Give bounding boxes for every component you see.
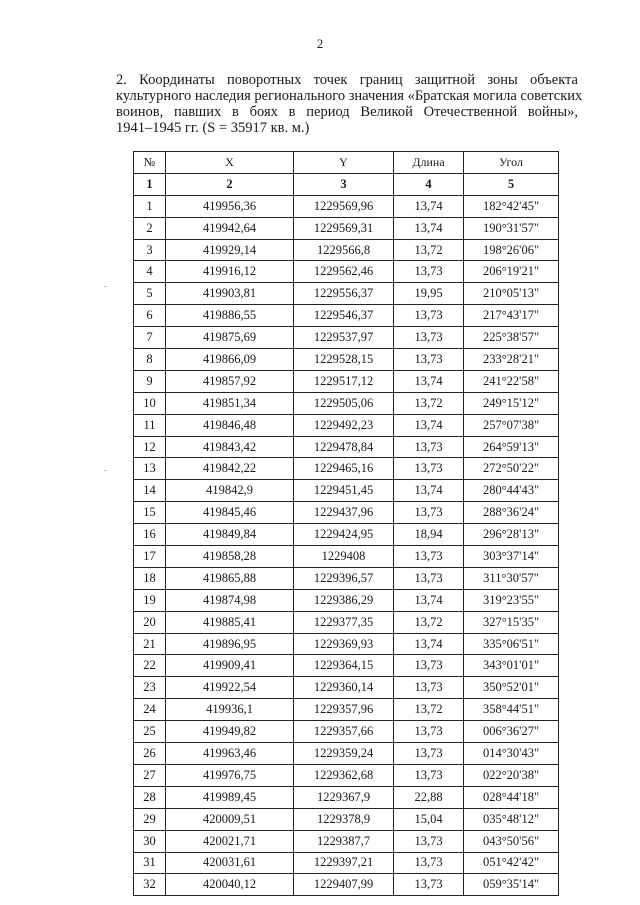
- cell-x: 419845,46: [166, 502, 294, 524]
- table-row: [134, 305, 559, 327]
- cell-y: 1229357,96: [294, 699, 394, 721]
- heading-line: 2. Координаты поворотных точек границ защитной зоны объекта: [116, 72, 578, 88]
- table-row: [134, 852, 559, 874]
- cell-x: 419875,69: [166, 327, 294, 349]
- cell-y: 1229367,9: [294, 786, 394, 808]
- cell-length: 13,73: [394, 502, 464, 524]
- table-row: [134, 589, 559, 611]
- cell-number: 22: [134, 655, 166, 677]
- cell-x: 419903,81: [166, 283, 294, 305]
- cell-x: 419846,48: [166, 414, 294, 436]
- table-row: [134, 786, 559, 808]
- cell-y: 1229397,21: [294, 852, 394, 874]
- cell-angle: 288°36'24": [464, 502, 559, 524]
- cell-y: 1229396,57: [294, 567, 394, 589]
- cell-number: 14: [134, 480, 166, 502]
- cell-length: 13,72: [394, 239, 464, 261]
- cell-number: 16: [134, 524, 166, 546]
- cell-y: 1229562,46: [294, 261, 394, 283]
- cell-length: 13,73: [394, 436, 464, 458]
- cell-number: 7: [134, 327, 166, 349]
- cell-length: 13,73: [394, 655, 464, 677]
- cell-x: 419956,36: [166, 195, 294, 217]
- cell-number: 31: [134, 852, 166, 874]
- cell-angle: 343°01'01": [464, 655, 559, 677]
- column-header-number: №: [134, 152, 166, 174]
- heading-line: 1941–1945 гг. (S = 35917 кв. м.): [116, 120, 310, 136]
- cell-number: 6: [134, 305, 166, 327]
- cell-angle: 327°15'35": [464, 611, 559, 633]
- cell-y: 1229364,15: [294, 655, 394, 677]
- cell-number: 24: [134, 699, 166, 721]
- table-row: [134, 655, 559, 677]
- cell-angle: 241°22'58": [464, 370, 559, 392]
- page-number: 2: [316, 36, 324, 51]
- cell-x: 419842,9: [166, 480, 294, 502]
- cell-angle: 059°35'14": [464, 874, 559, 896]
- cell-length: 13,73: [394, 567, 464, 589]
- cell-x: 420040,12: [166, 874, 294, 896]
- table-row: [134, 239, 559, 261]
- table-row: [134, 217, 559, 239]
- cell-y: 1229378,9: [294, 808, 394, 830]
- cell-number: 13: [134, 458, 166, 480]
- table-row: [134, 327, 559, 349]
- cell-length: 13,73: [394, 458, 464, 480]
- cell-y: 1229537,97: [294, 327, 394, 349]
- table-row: [134, 349, 559, 371]
- cell-angle: 035°48'12": [464, 808, 559, 830]
- table-row: [134, 830, 559, 852]
- cell-y: 1229362,68: [294, 764, 394, 786]
- table-row: [134, 546, 559, 568]
- cell-length: 13,74: [394, 589, 464, 611]
- cell-length: 19,95: [394, 283, 464, 305]
- cell-number: 15: [134, 502, 166, 524]
- cell-angle: 358°44'51": [464, 699, 559, 721]
- cell-length: 13,73: [394, 327, 464, 349]
- cell-x: 419916,12: [166, 261, 294, 283]
- cell-y: 1229377,35: [294, 611, 394, 633]
- table-row: [134, 764, 559, 786]
- table-row: [134, 633, 559, 655]
- cell-x: 419909,41: [166, 655, 294, 677]
- cell-number: 11: [134, 414, 166, 436]
- cell-angle: 014°30'43": [464, 743, 559, 765]
- cell-angle: 233°28'21": [464, 349, 559, 371]
- column-number: 4: [394, 173, 464, 195]
- table-row: [134, 699, 559, 721]
- cell-number: 19: [134, 589, 166, 611]
- scan-mark: [104, 286, 107, 287]
- table-row: [134, 283, 559, 305]
- column-header-length: Длина: [394, 152, 464, 174]
- cell-number: 28: [134, 786, 166, 808]
- cell-x: 419874,98: [166, 589, 294, 611]
- cell-length: 13,73: [394, 764, 464, 786]
- cell-y: 1229528,15: [294, 349, 394, 371]
- cell-x: 419936,1: [166, 699, 294, 721]
- cell-x: 419976,75: [166, 764, 294, 786]
- cell-x: 419866,09: [166, 349, 294, 371]
- coordinates-table: [133, 151, 559, 896]
- document-heading: [116, 72, 583, 136]
- cell-angle: 303°37'14": [464, 546, 559, 568]
- cell-y: 1229451,45: [294, 480, 394, 502]
- cell-number: 23: [134, 677, 166, 699]
- cell-y: 1229437,96: [294, 502, 394, 524]
- cell-y: 1229387,7: [294, 830, 394, 852]
- cell-length: 18,94: [394, 524, 464, 546]
- cell-length: 13,73: [394, 349, 464, 371]
- cell-x: 419929,14: [166, 239, 294, 261]
- cell-number: 9: [134, 370, 166, 392]
- cell-number: 20: [134, 611, 166, 633]
- cell-angle: 022°20'38": [464, 764, 559, 786]
- cell-length: 22,88: [394, 786, 464, 808]
- heading-line: культурного наследия регионального значения «Братская могила советских: [116, 88, 583, 104]
- cell-length: 15,04: [394, 808, 464, 830]
- table-row: [134, 524, 559, 546]
- cell-length: 13,73: [394, 830, 464, 852]
- cell-y: 1229386,29: [294, 589, 394, 611]
- cell-angle: 335°06'51": [464, 633, 559, 655]
- cell-x: 419842,22: [166, 458, 294, 480]
- cell-x: 419851,34: [166, 392, 294, 414]
- column-header-angle: Угол: [464, 152, 559, 174]
- column-number: 5: [464, 173, 559, 195]
- cell-angle: 257°07'38": [464, 414, 559, 436]
- cell-y: 1229360,14: [294, 677, 394, 699]
- cell-length: 13,74: [394, 370, 464, 392]
- table-row: [134, 458, 559, 480]
- cell-x: 419865,88: [166, 567, 294, 589]
- cell-angle: 249°15'12": [464, 392, 559, 414]
- cell-angle: 206°19'21": [464, 261, 559, 283]
- table-row: [134, 195, 559, 217]
- cell-length: 13,72: [394, 611, 464, 633]
- cell-x: 419886,55: [166, 305, 294, 327]
- cell-angle: 028°44'18": [464, 786, 559, 808]
- cell-angle: 051°42'42": [464, 852, 559, 874]
- cell-y: 1229566,8: [294, 239, 394, 261]
- table-row: [134, 370, 559, 392]
- cell-angle: 264°59'13": [464, 436, 559, 458]
- cell-angle: 190°31'57": [464, 217, 559, 239]
- table-row: [134, 480, 559, 502]
- cell-x: 419942,64: [166, 217, 294, 239]
- cell-number: 26: [134, 743, 166, 765]
- cell-x: 419843,42: [166, 436, 294, 458]
- cell-number: 17: [134, 546, 166, 568]
- cell-number: 12: [134, 436, 166, 458]
- cell-angle: 225°38'57": [464, 327, 559, 349]
- cell-number: 10: [134, 392, 166, 414]
- column-header-y: Y: [294, 152, 394, 174]
- cell-y: 1229407,99: [294, 874, 394, 896]
- cell-angle: 280°44'43": [464, 480, 559, 502]
- table-row: [134, 874, 559, 896]
- table-row: [134, 743, 559, 765]
- table-row: [134, 567, 559, 589]
- cell-length: 13,74: [394, 195, 464, 217]
- cell-y: 1229492,23: [294, 414, 394, 436]
- table-header-row: [134, 152, 559, 174]
- cell-number: 30: [134, 830, 166, 852]
- cell-length: 13,73: [394, 305, 464, 327]
- table-row: [134, 436, 559, 458]
- cell-number: 27: [134, 764, 166, 786]
- cell-y: 1229357,66: [294, 721, 394, 743]
- table-row: [134, 261, 559, 283]
- cell-number: 21: [134, 633, 166, 655]
- cell-x: 420021,71: [166, 830, 294, 852]
- cell-number: 1: [134, 195, 166, 217]
- cell-number: 25: [134, 721, 166, 743]
- cell-x: 419896,95: [166, 633, 294, 655]
- cell-y: 1229505,06: [294, 392, 394, 414]
- cell-y: 1229369,93: [294, 633, 394, 655]
- cell-y: 1229569,31: [294, 217, 394, 239]
- cell-x: 419922,54: [166, 677, 294, 699]
- cell-number: 5: [134, 283, 166, 305]
- table-row: [134, 808, 559, 830]
- cell-length: 13,73: [394, 677, 464, 699]
- column-number: 3: [294, 173, 394, 195]
- column-number-row: [134, 173, 559, 195]
- cell-angle: 006°36'27": [464, 721, 559, 743]
- column-number: 1: [134, 173, 166, 195]
- cell-y: 1229424,95: [294, 524, 394, 546]
- cell-number: 4: [134, 261, 166, 283]
- table-row: [134, 677, 559, 699]
- cell-length: 13,72: [394, 392, 464, 414]
- cell-y: 1229359,24: [294, 743, 394, 765]
- cell-length: 13,74: [394, 633, 464, 655]
- cell-x: 419885,41: [166, 611, 294, 633]
- cell-number: 18: [134, 567, 166, 589]
- cell-x: 420009,51: [166, 808, 294, 830]
- table-row: [134, 502, 559, 524]
- cell-x: 419963,46: [166, 743, 294, 765]
- cell-x: 419858,28: [166, 546, 294, 568]
- cell-length: 13,74: [394, 480, 464, 502]
- table-row: [134, 721, 559, 743]
- cell-angle: 210°05'13": [464, 283, 559, 305]
- cell-y: 1229408: [294, 546, 394, 568]
- cell-x: 419857,92: [166, 370, 294, 392]
- cell-angle: 182°42'45": [464, 195, 559, 217]
- cell-y: 1229556,37: [294, 283, 394, 305]
- cell-y: 1229569,96: [294, 195, 394, 217]
- cell-y: 1229465,16: [294, 458, 394, 480]
- cell-angle: 319°23'55": [464, 589, 559, 611]
- cell-number: 32: [134, 874, 166, 896]
- heading-line: воинов, павших в боях в период Великой Отечественной войны»,: [116, 104, 578, 120]
- cell-number: 8: [134, 349, 166, 371]
- table-row: [134, 392, 559, 414]
- cell-x: 419949,82: [166, 721, 294, 743]
- table-row: [134, 611, 559, 633]
- cell-angle: 217°43'17": [464, 305, 559, 327]
- cell-y: 1229517,12: [294, 370, 394, 392]
- cell-length: 13,74: [394, 414, 464, 436]
- cell-angle: 043°50'56": [464, 830, 559, 852]
- cell-angle: 198°26'06": [464, 239, 559, 261]
- cell-length: 13,73: [394, 721, 464, 743]
- cell-y: 1229546,37: [294, 305, 394, 327]
- cell-length: 13,73: [394, 852, 464, 874]
- cell-angle: 350°52'01": [464, 677, 559, 699]
- cell-length: 13,73: [394, 743, 464, 765]
- cell-number: 29: [134, 808, 166, 830]
- cell-length: 13,72: [394, 699, 464, 721]
- cell-angle: 296°28'13": [464, 524, 559, 546]
- cell-length: 13,73: [394, 546, 464, 568]
- cell-y: 1229478,84: [294, 436, 394, 458]
- cell-x: 420031,61: [166, 852, 294, 874]
- column-number: 2: [166, 173, 294, 195]
- cell-angle: 272°50'22": [464, 458, 559, 480]
- cell-length: 13,74: [394, 217, 464, 239]
- cell-x: 419989,45: [166, 786, 294, 808]
- scan-mark: [104, 470, 107, 471]
- cell-number: 3: [134, 239, 166, 261]
- cell-length: 13,73: [394, 874, 464, 896]
- cell-length: 13,73: [394, 261, 464, 283]
- cell-x: 419849,84: [166, 524, 294, 546]
- table-row: [134, 414, 559, 436]
- cell-angle: 311°30'57": [464, 567, 559, 589]
- column-header-x: X: [166, 152, 294, 174]
- cell-number: 2: [134, 217, 166, 239]
- table-body: [134, 195, 559, 896]
